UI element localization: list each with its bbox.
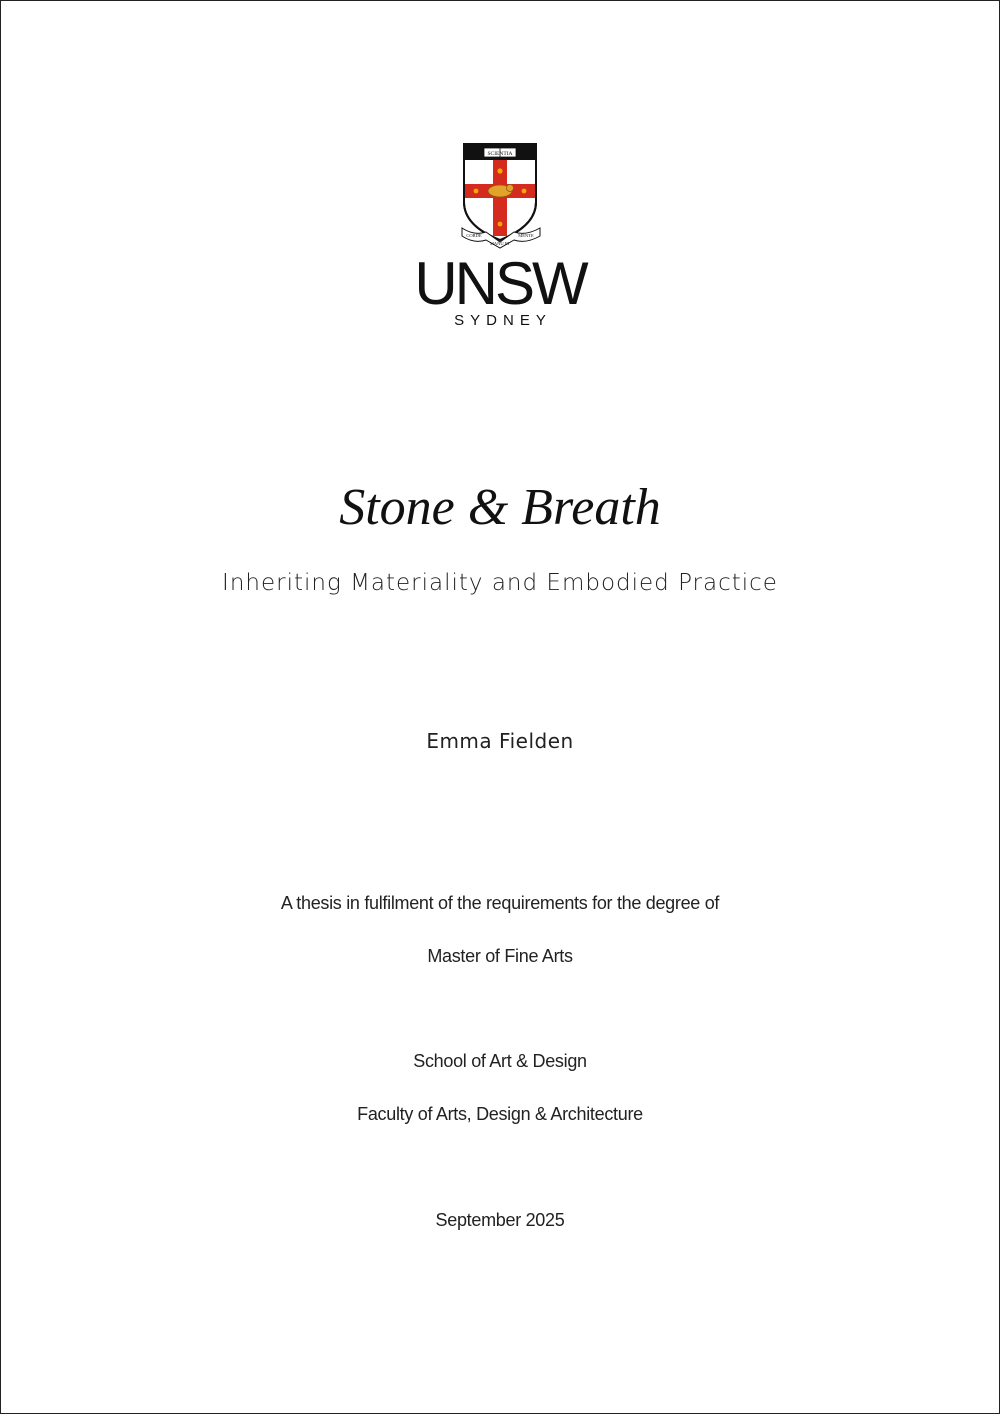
degree-name: Master of Fine Arts xyxy=(427,946,573,966)
thesis-title: Stone & Breath xyxy=(339,479,661,536)
thesis-statement: A thesis in fulfilment of the requirements for the degree of xyxy=(280,893,720,913)
crest-motto-center: MANU ET xyxy=(489,241,511,246)
unsw-wordmark: UNSW xyxy=(414,250,586,317)
thesis-subtitle: Inheriting Materiality and Embodied Practice xyxy=(222,570,778,596)
unsw-crest-logo xyxy=(460,140,542,250)
submission-date: September 2025 xyxy=(435,1210,565,1230)
sydney-wordmark: SYDNEY xyxy=(454,312,552,329)
school-name: School of Art & Design xyxy=(413,1051,587,1071)
crest-motto-left: CORDE xyxy=(466,233,482,238)
author-name: Emma Fielden xyxy=(426,729,574,753)
crest-motto-top: SCIENTIA xyxy=(487,151,513,157)
crest-motto-right: MENTE xyxy=(518,233,534,238)
faculty-name: Faculty of Arts, Design & Architecture xyxy=(357,1104,643,1124)
